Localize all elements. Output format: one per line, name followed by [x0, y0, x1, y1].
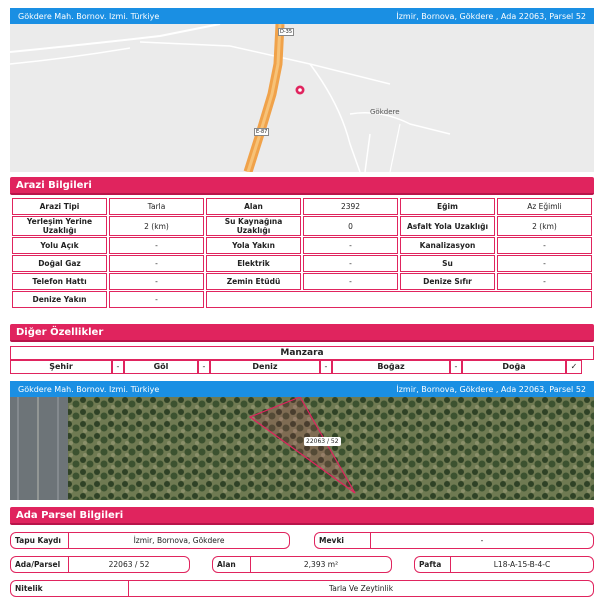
- arazi-value: 2 (km): [109, 216, 204, 236]
- road-map[interactable]: [10, 24, 594, 172]
- manzara-value: -: [320, 360, 332, 374]
- mevki-label: Mevki: [315, 533, 371, 548]
- arazi-label: Zemin Etüdü: [206, 273, 301, 290]
- manzara-label: Doğa: [462, 360, 566, 374]
- arazi-value: 0: [303, 216, 398, 236]
- arazi-value: -: [109, 291, 204, 308]
- arazi-section-title: Arazi Bilgileri: [10, 177, 594, 195]
- arazi-label: Yerleşim Yerine Uzaklığı: [12, 216, 107, 236]
- route-shield: E-87: [256, 129, 268, 135]
- arazi-label: Kanalizasyon: [400, 237, 495, 254]
- arazi-label: Su Kaynağına Uzaklığı: [206, 216, 301, 236]
- pafta-value: L18-A-15-B-4-C: [493, 560, 551, 569]
- ada-parsel-value: 22063 / 52: [108, 560, 150, 569]
- manzara-label: Şehir: [10, 360, 112, 374]
- arazi-label: Elektrik: [206, 255, 301, 272]
- arazi-value: -: [109, 255, 204, 272]
- arazi-value: -: [303, 273, 398, 290]
- arazi-row: [12, 216, 592, 236]
- manzara-value: -: [450, 360, 462, 374]
- manzara-value: -: [198, 360, 210, 374]
- ada-parsel-label: Ada/Parsel: [11, 557, 69, 572]
- mevki-field: [314, 532, 594, 549]
- satellite-canvas: [10, 397, 594, 500]
- map-header-bar: [10, 8, 594, 24]
- arazi-table: [10, 197, 594, 309]
- satellite-header-bar: [10, 381, 594, 397]
- manzara-title: Manzara: [10, 346, 594, 360]
- manzara-label: Boğaz: [332, 360, 450, 374]
- arazi-value: -: [303, 255, 398, 272]
- arazi-label: Telefon Hattı: [12, 273, 107, 290]
- arazi-value: -: [497, 255, 592, 272]
- tapu-label: Tapu Kaydı: [11, 533, 69, 548]
- manzara-label: Deniz: [210, 360, 320, 374]
- arazi-row: [12, 273, 592, 290]
- tapu-value: İzmir, Bornova, Gökdere: [133, 536, 225, 545]
- arazi-empty-cell: [206, 291, 592, 308]
- arazi-row: [12, 237, 592, 254]
- arazi-value: Tarla: [109, 198, 204, 215]
- arazi-value: -: [303, 237, 398, 254]
- diger-section-title: Diğer Özellikler: [10, 324, 594, 342]
- route-shield: D-35: [280, 29, 293, 35]
- arazi-value: -: [497, 273, 592, 290]
- arazi-label: Yola Yakın: [206, 237, 301, 254]
- arazi-value: 2 (km): [497, 216, 592, 236]
- arazi-value: -: [497, 237, 592, 254]
- ada-parsel-field: [10, 556, 190, 573]
- location-title: Gökdere Mah. Bornov. Izmi. Türkiye: [18, 384, 160, 394]
- nitelik-field: [10, 580, 594, 597]
- map-place-label: Gökdere: [370, 108, 400, 116]
- arazi-label: Yolu Açık: [12, 237, 107, 254]
- arazi-label: Denize Yakın: [12, 291, 107, 308]
- location-address: İzmir, Bornova, Gökdere , Ada 22063, Parsel 52: [396, 384, 586, 394]
- manzara-value: ✓: [566, 360, 582, 374]
- alan-label: Alan: [213, 557, 251, 572]
- arazi-label: Alan: [206, 198, 301, 215]
- parcel-label: 22063 / 52: [306, 438, 339, 445]
- pafta-label: Pafta: [415, 557, 451, 572]
- manzara-row: [10, 360, 594, 374]
- nitelik-value: Tarla Ve Zeytinlik: [328, 584, 394, 593]
- alan-value: 2,393 m²: [303, 560, 339, 569]
- arazi-label: Doğal Gaz: [12, 255, 107, 272]
- arazi-label: Asfalt Yola Uzaklığı: [400, 216, 495, 236]
- manzara-value: -: [112, 360, 124, 374]
- tapu-field: [10, 532, 290, 549]
- arazi-row: [12, 291, 592, 308]
- mevki-value: -: [480, 536, 484, 545]
- arazi-label: Arazi Tipi: [12, 198, 107, 215]
- pafta-field: [414, 556, 594, 573]
- arazi-row: [12, 198, 592, 215]
- road-map-canvas: [10, 24, 594, 172]
- arazi-row: [12, 255, 592, 272]
- arazi-label: Denize Sıfır: [400, 273, 495, 290]
- arazi-value: -: [109, 237, 204, 254]
- arazi-label: Su: [400, 255, 495, 272]
- nitelik-label: Nitelik: [11, 581, 129, 596]
- ada-section-title: Ada Parsel Bilgileri: [10, 507, 594, 525]
- manzara-label: Göl: [124, 360, 198, 374]
- satellite-map[interactable]: [10, 397, 594, 500]
- location-title: Gökdere Mah. Bornov. Izmi. Türkiye: [18, 11, 160, 21]
- arazi-value: Az Eğimli: [497, 198, 592, 215]
- arazi-value: 2392: [303, 198, 398, 215]
- alan-field: [212, 556, 392, 573]
- arazi-value: -: [109, 273, 204, 290]
- arazi-label: Eğim: [400, 198, 495, 215]
- location-address: İzmir, Bornova, Gökdere , Ada 22063, Parsel 52: [396, 11, 586, 21]
